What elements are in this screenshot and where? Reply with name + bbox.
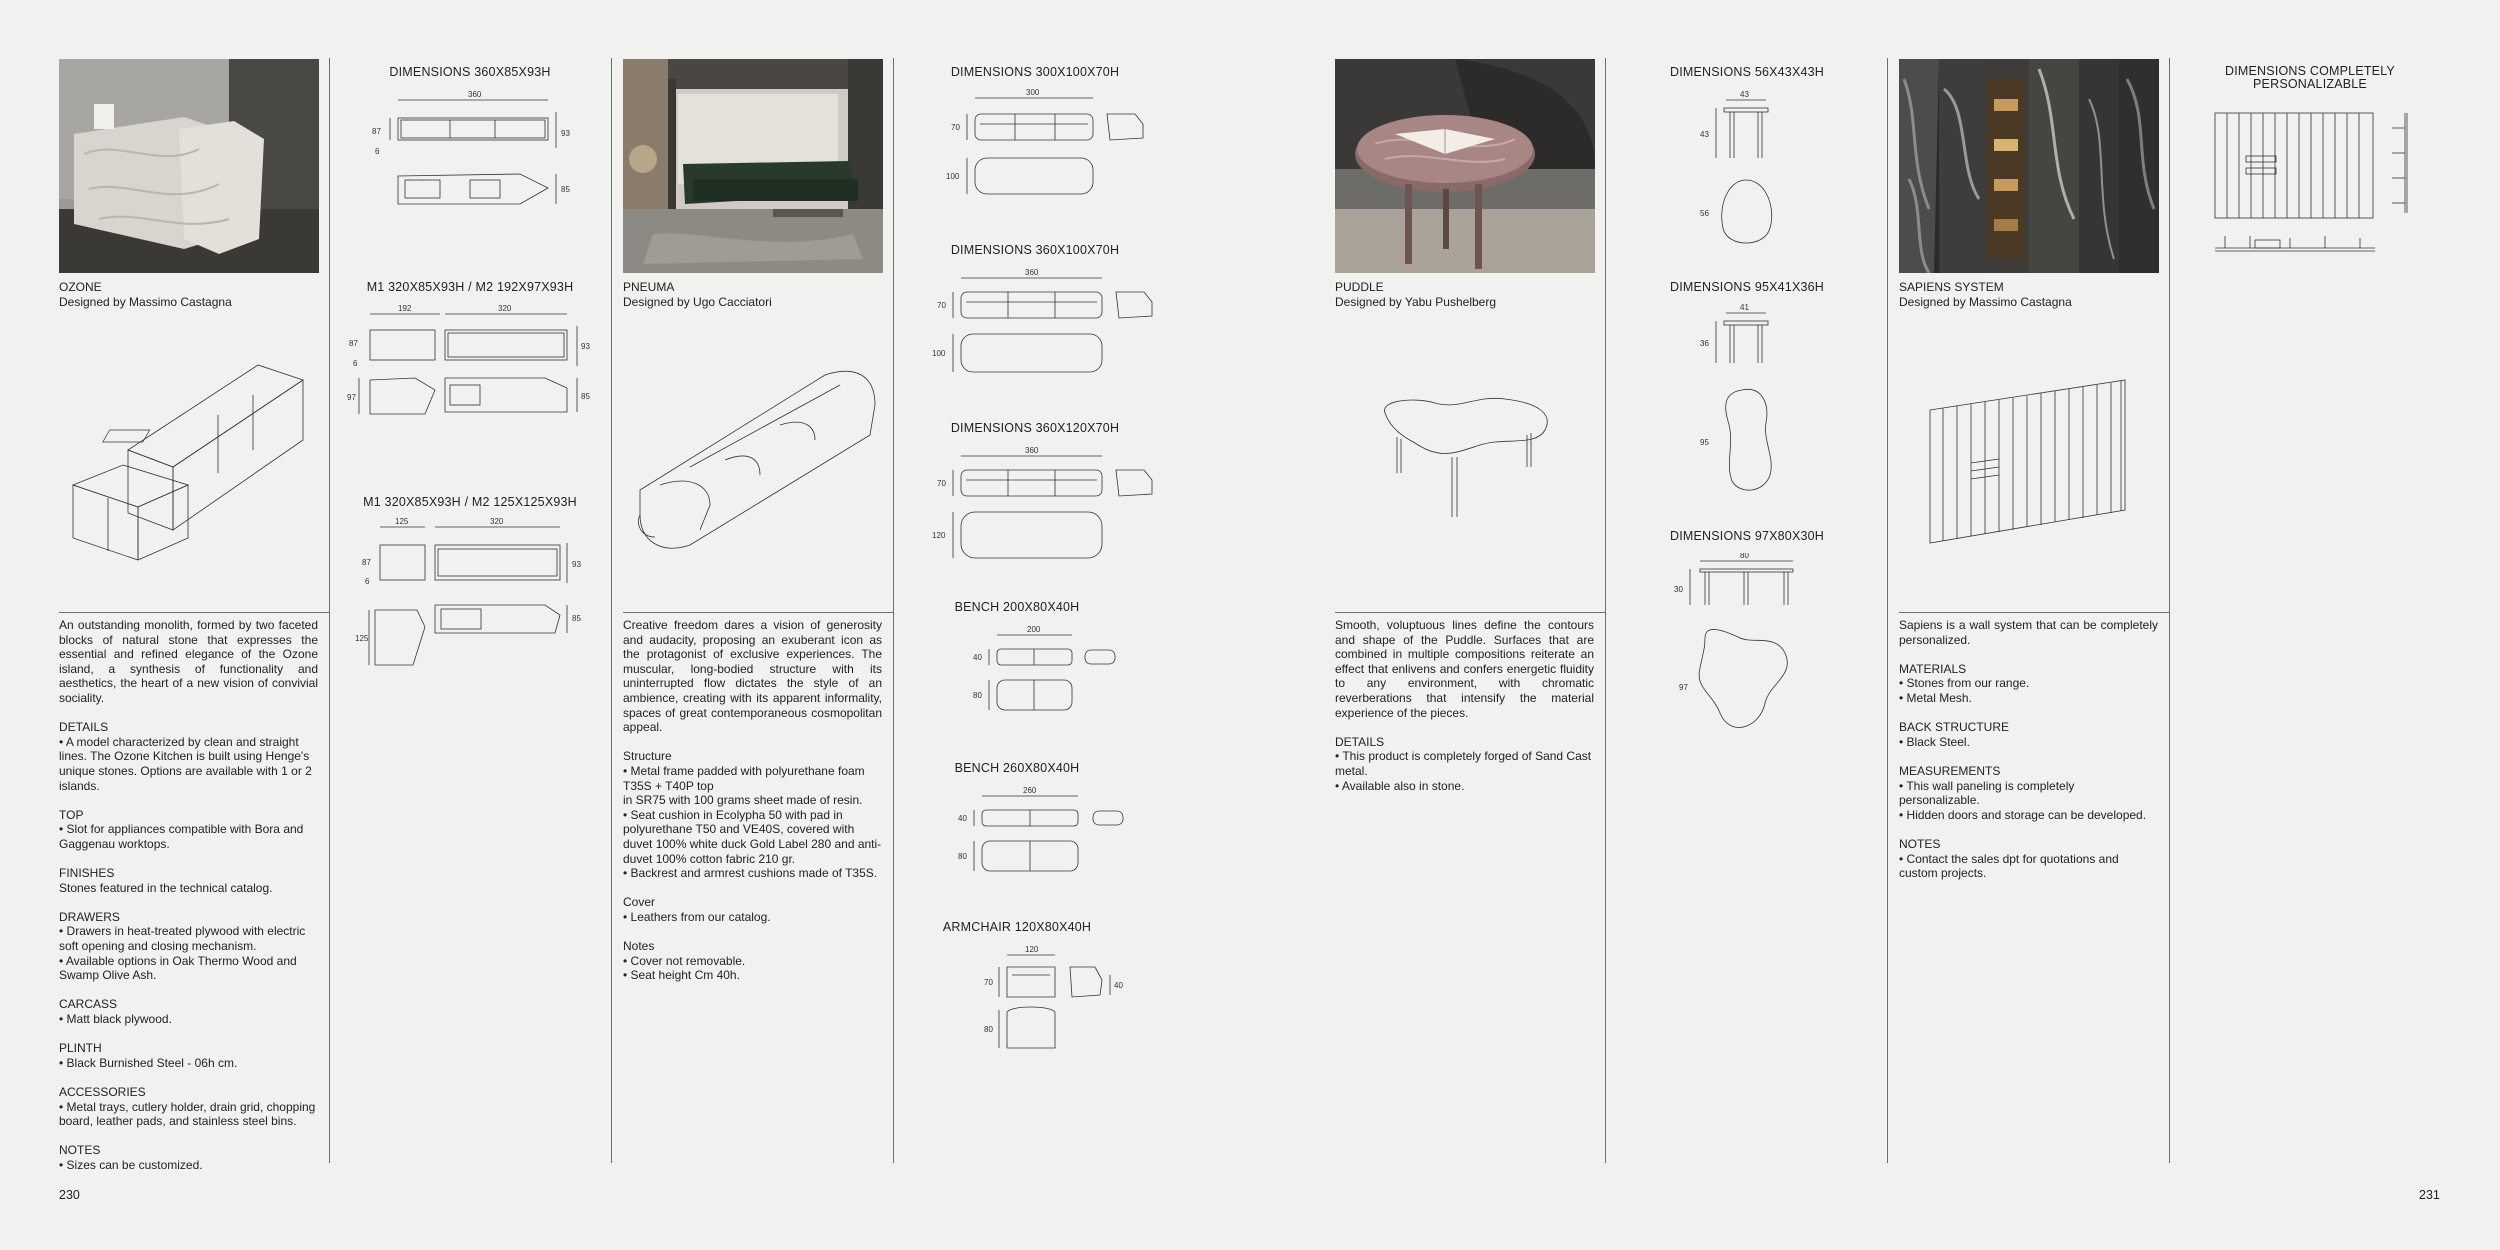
puddle-dim-drawing-1	[1680, 88, 1790, 253]
dimension-title: BENCH 260X80X40H	[954, 761, 1080, 775]
pneuma-description	[623, 618, 882, 997]
dimension-title: DIMENSIONS 300X100X70H	[950, 65, 1120, 79]
dim-label: 87	[362, 558, 371, 567]
section-rule	[59, 612, 329, 613]
spec-heading: TOP	[59, 807, 84, 822]
dimension-title: DIMENSIONS 95X41X36H	[1669, 280, 1825, 294]
spec-item: • Leathers from our catalog.	[623, 909, 771, 924]
dim-label: 41	[1740, 303, 1749, 312]
spec-heading: Cover	[623, 895, 656, 910]
spec-section	[623, 939, 882, 983]
dim-label: 125	[355, 634, 369, 643]
spec-section	[59, 997, 318, 1026]
spec-heading: CARCASS	[59, 997, 118, 1012]
sapiens-description	[1899, 618, 2158, 895]
spec-section	[59, 808, 318, 852]
dim-label: 43	[1740, 90, 1749, 99]
dim-label: 40	[958, 814, 967, 823]
dim-label: 93	[561, 129, 570, 138]
column-divider	[329, 58, 330, 1163]
dim-label: 192	[398, 304, 412, 313]
column-divider	[2169, 58, 2170, 1163]
dim-label: 100	[932, 349, 946, 358]
spec-heading: NOTES	[59, 1143, 101, 1158]
dimension-title: ARMCHAIR 120X80X40H	[942, 920, 1092, 934]
product-designer: Designed by Massimo Castagna	[1899, 294, 2072, 309]
spec-section	[59, 1085, 318, 1129]
dim-label: 70	[951, 123, 960, 132]
spec-item: • Cover not removable.	[623, 953, 746, 968]
dim-label: 97	[347, 393, 356, 402]
spec-item: • Hidden doors and storage can be developed.	[1899, 807, 2147, 822]
spec-section	[59, 1143, 318, 1172]
dim-label: 93	[581, 342, 590, 351]
spec-item: • Metal Mesh.	[1899, 690, 1972, 705]
dim-label: 80	[958, 852, 967, 861]
spec-section	[59, 866, 318, 895]
spec-item: • This wall paneling is completely personalizable.	[1899, 778, 2075, 808]
spec-section	[623, 895, 882, 924]
page-number-left: 230	[59, 1188, 80, 1202]
spec-heading: NOTES	[1899, 836, 1941, 851]
pneuma-dim-drawing-3	[930, 446, 1165, 566]
dim-label: 30	[1674, 585, 1683, 594]
puddle-intro: Smooth, voluptuous lines define the contours and shape of the Puddle. Surfaces that are combined in multiple compositions reiterate an effect that enlivens and confers energetic fluidity to any environment, with chromatic reverberations that intensify the material experience of the pieces.	[1335, 618, 1594, 720]
section-rule	[1899, 612, 2169, 613]
sapiens-photo	[1899, 59, 2159, 273]
ozone-photo	[59, 59, 319, 273]
dimension-title: DIMENSIONS 360X100X70H	[950, 243, 1120, 257]
spec-section	[59, 910, 318, 983]
sapiens-dim-drawing	[2210, 108, 2410, 263]
dimension-title: DIMENSIONS 56X43X43H	[1669, 65, 1825, 79]
dim-label: 300	[1026, 88, 1040, 97]
dimension-title: DIMENSIONS COMPLETELY PERSONALIZABLE	[2225, 64, 2395, 91]
dim-label: 56	[1700, 209, 1709, 218]
dim-label: 85	[561, 185, 570, 194]
dimension-title: DIMENSIONS 97X80X30H	[1669, 529, 1825, 543]
dimension-title: DIMENSIONS 360X85X93H	[389, 65, 551, 79]
pneuma-intro: Creative freedom dares a vision of generosity and audacity, proposing an exuberant icon as the protagonist of exclusive experiences. The muscular, long-bodied structure with its uninterrupted flow dictates the style of an ambience, creating with its apparent informality, spaces of great contemporaneous cosmopolitan appeal.	[623, 618, 882, 735]
dim-label: 6	[375, 147, 380, 156]
spec-heading: MEASUREMENTS	[1899, 763, 2001, 778]
pneuma-dim-drawing-4	[970, 625, 1130, 715]
spec-heading: PLINTH	[59, 1041, 102, 1056]
spec-heading: DETAILS	[1335, 734, 1385, 749]
spec-item: • Available options in Oak Thermo Wood and Swamp Olive Ash.	[59, 953, 297, 983]
spec-section	[59, 720, 318, 793]
column-divider	[893, 58, 894, 1163]
product-name: PNEUMA	[623, 280, 675, 294]
column-divider	[611, 58, 612, 1163]
pneuma-photo	[623, 59, 883, 273]
dim-label: 360	[1025, 268, 1039, 277]
puddle-table-drawing	[1375, 395, 1555, 525]
dim-label: 200	[1027, 625, 1041, 634]
dimension-title: M1 320X85X93H / M2 192X97X93H	[366, 280, 574, 294]
dim-label: 125	[395, 517, 409, 526]
spec-section	[623, 749, 882, 880]
sapiens-intro: Sapiens is a wall system that can be completely personalized.	[1899, 618, 2158, 647]
dim-label: 87	[349, 339, 358, 348]
dim-label: 40	[973, 653, 982, 662]
spec-item: • Seat height Cm 40h.	[623, 968, 740, 983]
ozone-description	[59, 618, 318, 1187]
spec-heading: Structure	[623, 749, 672, 764]
dimension-title: M1 320X85X93H / M2 125X125X93H	[363, 495, 577, 509]
dim-label: 6	[365, 577, 370, 586]
puddle-photo	[1335, 59, 1595, 273]
spec-heading: DRAWERS	[59, 909, 120, 924]
column-divider	[1605, 58, 1606, 1163]
dim-label: 36	[1700, 339, 1709, 348]
spec-item: • Black Burnished Steel - 06h cm.	[59, 1055, 238, 1070]
dim-label: 93	[572, 560, 581, 569]
dim-label: 80	[1740, 553, 1749, 560]
spec-item: • Stones from our range.	[1899, 676, 2030, 691]
pneuma-dim-drawing-5	[955, 786, 1135, 876]
dim-label: 80	[984, 1025, 993, 1034]
spec-item: • Seat cushion in Ecolypha 50 with pad in polyurethane T50 and VE40S, covered with duvet 100% white duck Gold Label 280 and anti-duvet 100% cotton fabric 210 gr.	[623, 807, 882, 866]
pneuma-dim-drawing-2	[930, 268, 1165, 378]
dim-label: 320	[498, 304, 512, 313]
spec-item: • Available also in stone.	[1335, 778, 1465, 793]
section-rule	[623, 612, 893, 613]
product-name: SAPIENS SYSTEM	[1899, 280, 2004, 294]
spec-section	[1899, 837, 2158, 881]
pneuma-sofa-drawing	[630, 365, 885, 550]
puddle-description	[1335, 618, 1594, 808]
pneuma-caption	[623, 280, 772, 309]
ozone-dim-drawing-3	[355, 515, 595, 675]
product-designer: Designed by Massimo Castagna	[59, 294, 232, 309]
pneuma-dim-drawing-6	[980, 945, 1150, 1055]
spec-item: Stones featured in the technical catalog.	[59, 880, 273, 895]
puddle-dim-drawing-3	[1660, 553, 1810, 748]
puddle-caption	[1335, 280, 1496, 309]
spec-heading: Notes	[623, 939, 655, 954]
spec-item: • Drawers in heat-treated plywood with electric soft opening and closing mechanism.	[59, 924, 306, 954]
spec-item: • Slot for appliances compatible with Bora and Gaggenau worktops.	[59, 822, 304, 851]
dimension-title: BENCH 200X80X40H	[954, 600, 1080, 614]
ozone-dim-drawing-1	[370, 88, 580, 213]
dim-label: 120	[1025, 945, 1039, 954]
spec-item: • Contact the sales dpt for quotations and custom projects.	[1899, 851, 2119, 881]
dim-label: 80	[973, 691, 982, 700]
dim-label: 120	[932, 531, 946, 540]
column-divider	[1887, 58, 1888, 1163]
spec-item: • Black Steel.	[1899, 734, 1970, 749]
spec-item: • Backrest and armrest cushions made of T35S.	[623, 866, 878, 881]
spec-item: • Metal trays, cutlery holder, drain grid, chopping board, leather pads, and stainless steel bins.	[59, 1099, 316, 1129]
sapiens-wall-drawing	[1925, 375, 2130, 545]
dim-label: 70	[937, 301, 946, 310]
spec-heading: FINISHES	[59, 866, 115, 881]
dim-label: 100	[946, 172, 960, 181]
spec-section	[1899, 720, 2158, 749]
product-name: PUDDLE	[1335, 280, 1384, 294]
spec-heading: BACK STRUCTURE	[1899, 720, 2010, 735]
puddle-dim-drawing-2	[1680, 303, 1790, 503]
spec-section	[59, 1041, 318, 1070]
dim-label: 40	[1114, 981, 1123, 990]
dim-label: 360	[468, 90, 482, 99]
ozone-intro: An outstanding monolith, formed by two faceted blocks of natural stone that expresses the essential and refined elegance of the Ozone island, a synthesis of functionality and aesthetics, the heart of a new vision of convivial sociality.	[59, 618, 318, 705]
dimension-title: DIMENSIONS 360X120X70H	[950, 421, 1120, 435]
page-number-right: 231	[2419, 1188, 2440, 1202]
spec-section	[1899, 764, 2158, 822]
dim-label: 85	[572, 614, 581, 623]
dim-label: 70	[937, 479, 946, 488]
spec-heading: DETAILS	[59, 720, 109, 735]
dim-label: 97	[1679, 683, 1688, 692]
spec-item: • This product is completely forged of Sand Cast metal.	[1335, 749, 1592, 778]
ozone-caption	[59, 280, 232, 309]
product-designer: Designed by Yabu Pushelberg	[1335, 294, 1497, 309]
spec-item: • Matt black plywood.	[59, 1012, 172, 1027]
spec-item: • Sizes can be customized.	[59, 1157, 203, 1172]
dim-label: 70	[984, 978, 993, 987]
spec-item: in SR75 with 100 grams sheet made of resin.	[623, 793, 863, 808]
ozone-island-drawing	[68, 355, 308, 565]
dim-label: 260	[1023, 786, 1037, 795]
spec-heading: ACCESSORIES	[59, 1085, 146, 1099]
dim-label: 85	[581, 392, 590, 401]
pneuma-dim-drawing-1	[945, 88, 1155, 198]
sapiens-caption	[1899, 280, 2072, 309]
spec-section	[1899, 662, 2158, 706]
product-name: OZONE	[59, 280, 102, 294]
dim-label: 6	[353, 359, 358, 368]
dim-label: 87	[372, 127, 381, 136]
spec-section	[1335, 735, 1594, 793]
spec-heading: MATERIALS	[1899, 661, 1967, 676]
section-rule	[1335, 612, 1605, 613]
dim-label: 43	[1700, 130, 1709, 139]
dim-label: 95	[1700, 438, 1709, 447]
dim-label: 360	[1025, 446, 1039, 455]
spec-item: • Metal frame padded with polyurethane foam T35S + T40P top	[623, 763, 865, 793]
product-designer: Designed by Ugo Cacciatori	[623, 294, 772, 309]
dim-label: 320	[490, 517, 504, 526]
ozone-dim-drawing-2	[345, 302, 595, 422]
spec-item: • A model characterized by clean and straight lines. The Ozone Kitchen is built using Henge's unique stones. Options are available with 1 or 2 islands.	[59, 734, 312, 793]
